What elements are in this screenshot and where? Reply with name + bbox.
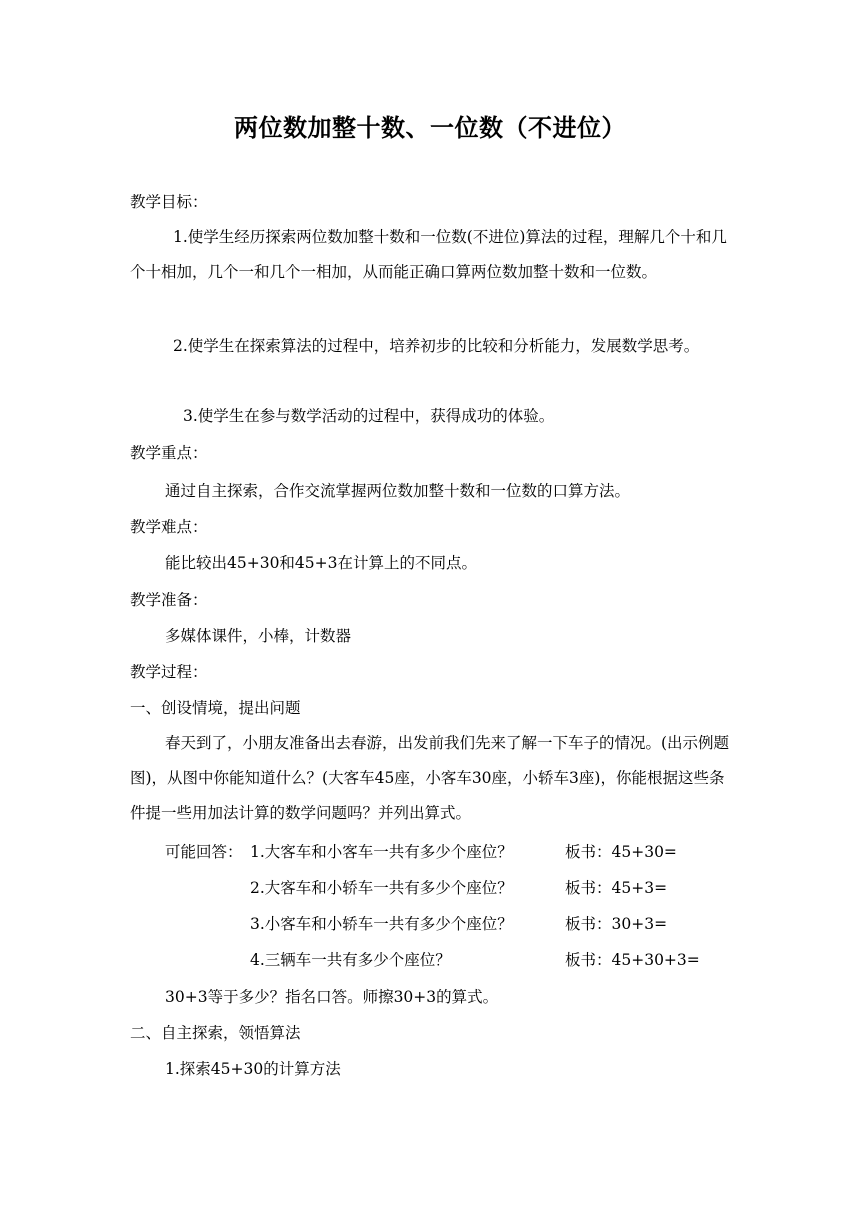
answer-board-3: 板书：30+3=: [565, 915, 668, 933]
section-1-paragraph: [130, 726, 730, 831]
key-heading: 教学重点：: [130, 444, 208, 462]
answer-board-2: 板书：45+3=: [565, 879, 668, 897]
answer-question-3: 3.小客车和小轿车一共有多少个座位？: [250, 915, 513, 933]
prep-text: 多媒体课件，小棒，计数器: [165, 627, 352, 645]
prep-heading: 教学准备：: [130, 591, 208, 609]
goal-1-text: 1.使学生经历探索两位数加整十数和一位数(不进位)算法的过程，理解几个十和几个十相加，几个一和几个一相加，从而能正确口算两位数加整十数和一位数。: [130, 228, 727, 281]
process-heading: 教学过程：: [130, 663, 208, 681]
goal-3: 3.使学生在参与数学活动的过程中，获得成功的体验。: [183, 407, 555, 425]
page-title: 两位数加整十数、一位数（不进位）: [234, 114, 626, 142]
key-text: 通过自主探索，合作交流掌握两位数加整十数和一位数的口算方法。: [165, 482, 631, 500]
difficulty-heading: 教学难点：: [130, 518, 208, 536]
answer-question-2: 2.大客车和小轿车一共有多少个座位？: [250, 879, 513, 897]
section-2-item-1: 1.探索45+30的计算方法: [165, 1060, 341, 1078]
answer-board-4: 板书：45+30+3=: [565, 951, 700, 969]
answer-question-4: 4.三辆车一共有多少个座位？: [250, 951, 451, 969]
section-2-heading: 二、自主探索，领悟算法: [130, 1024, 301, 1042]
section-1-heading: 一、创设情境，提出问题: [130, 699, 301, 717]
goal-1: [130, 220, 730, 290]
answer-board-1: 板书：45+30=: [565, 843, 677, 861]
difficulty-text: 能比较出45+30和45+3在计算上的不同点。: [165, 554, 478, 572]
section-1-text: 春天到了，小朋友准备出去春游，出发前我们先来了解一下车子的情况。(出示例题图)，从图中你能知道什么？(大客车45座，小客车30座，小轿车3座)，你能根据这些条件提一些用加法计算的数学问题吗？并列出算式。: [130, 734, 730, 822]
goal-2-text: 2.使学生在探索算法的过程中，培养初步的比较和分析能力，发展数学思考。: [173, 337, 700, 355]
answers-label: 可能回答：: [165, 843, 243, 861]
goal-2: [130, 329, 730, 364]
goals-heading: 教学目标：: [130, 193, 208, 211]
answer-question-1: 1.大客车和小客车一共有多少个座位？: [250, 843, 513, 861]
after-answers-text: 30+3等于多少？指名口答。师擦30+3的算式。: [165, 988, 499, 1006]
